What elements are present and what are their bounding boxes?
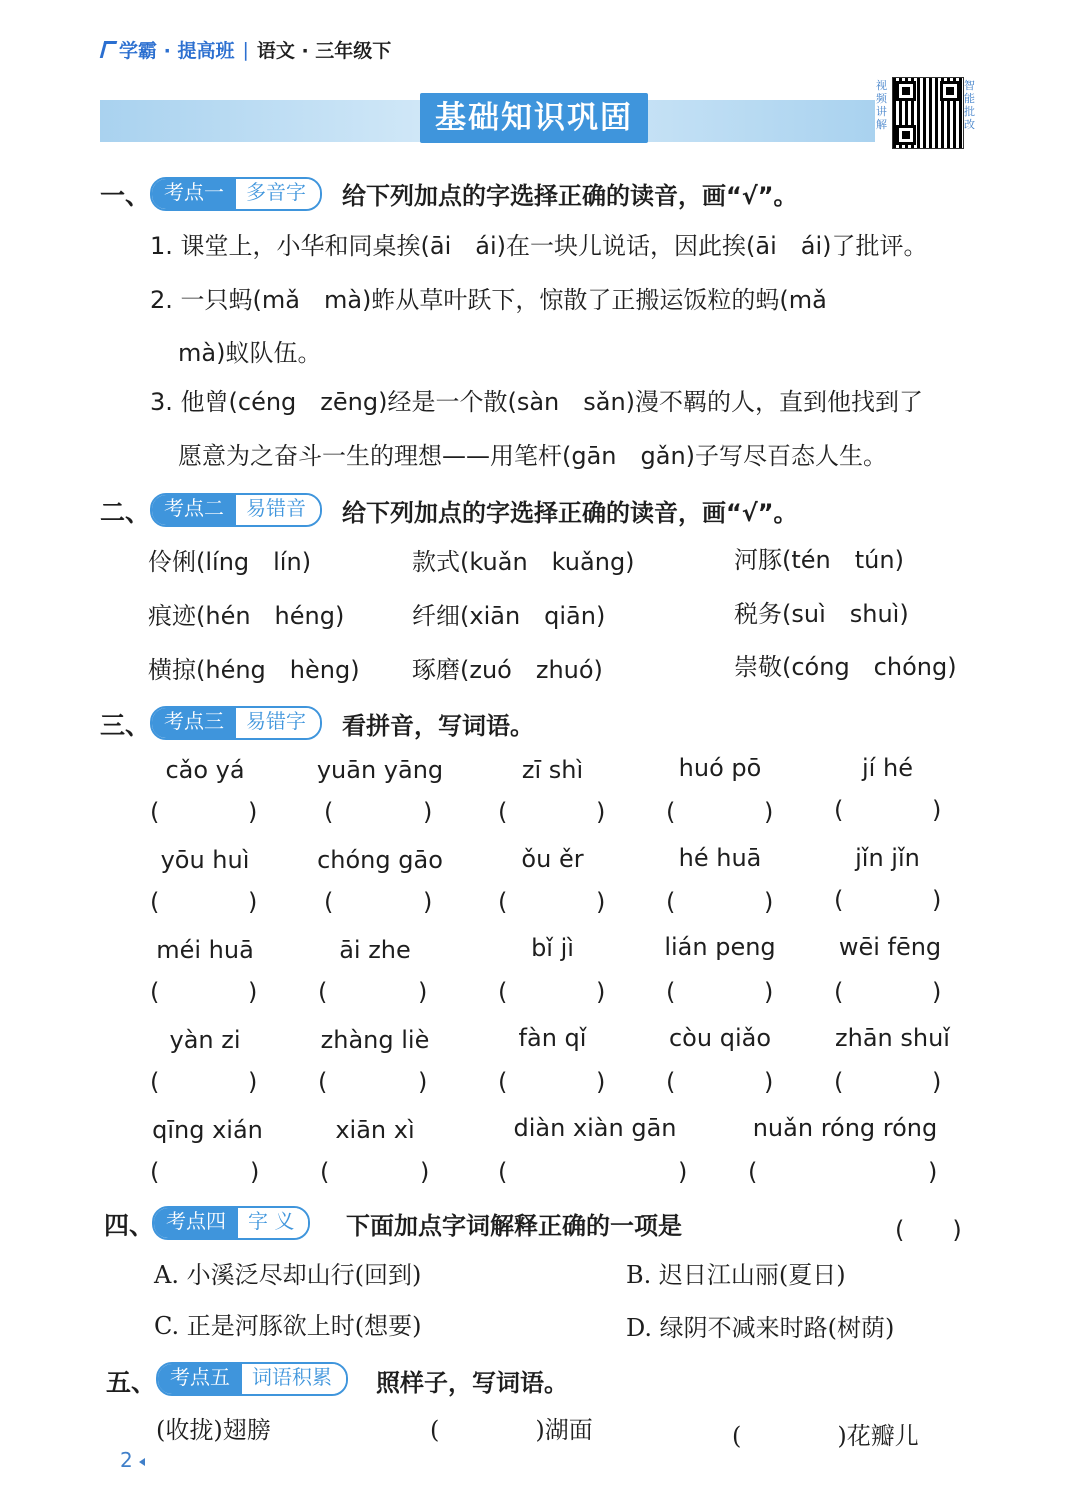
option-c: C. 正是河豚欲上时(想要) <box>154 1312 422 1340</box>
page-title: 基础知识巩固 <box>420 93 648 143</box>
tag-topic: 易错音 <box>236 495 320 525</box>
tag-topic: 易错字 <box>236 708 320 738</box>
answer-paren-close: ) <box>423 798 433 826</box>
pinyin-prompt: fàn qǐ <box>518 1024 587 1052</box>
tag-label: 考点二 <box>152 495 236 525</box>
answer-paren-open: ( <box>666 798 676 826</box>
pronunciation-item: 横掠(héng hèng) <box>148 656 360 684</box>
tag-label: 考点五 <box>158 1364 242 1394</box>
pinyin-prompt: qīng xián <box>152 1116 263 1144</box>
qr-left-label: 视频讲解 <box>876 79 887 131</box>
answer-paren-open: ( <box>748 1158 758 1186</box>
pinyin-prompt: méi huā <box>156 936 254 964</box>
answer-paren-close: ) <box>932 1068 942 1096</box>
tag-topic: 字 义 <box>238 1208 308 1238</box>
section2-instruction: 给下列加点的字选择正确的读音，画“√”。 <box>342 499 798 527</box>
answer-paren-close: ) <box>250 1158 260 1186</box>
answer-paren-close: ) <box>248 798 258 826</box>
pinyin-prompt: yàn zi <box>169 1026 241 1054</box>
answer-paren-open: ( <box>320 1158 330 1186</box>
pronunciation-item: 崇敬(cóng chóng) <box>734 653 957 681</box>
answer-paren-close: ) <box>596 888 606 916</box>
pinyin-prompt: yōu huì <box>160 846 250 874</box>
page-arrow-icon <box>139 1458 145 1466</box>
subject-label: 语文 · 三年级下 <box>256 40 392 62</box>
answer-paren-open: ( <box>150 798 160 826</box>
question-line: mà)蚁队伍。 <box>178 339 322 367</box>
answer-paren-close: ) <box>420 1158 430 1186</box>
answer-paren-open: ( <box>150 1158 160 1186</box>
answer-paren-open: ( <box>498 798 508 826</box>
page-number-value: 2 <box>120 1448 133 1472</box>
pinyin-prompt: zhàng liè <box>320 1026 430 1054</box>
question-line: 2. 一只蚂(mǎ mà)蚱从草叶跃下，惊散了正搬运饭粒的蚂(mǎ <box>150 286 827 314</box>
pronunciation-item: 琢磨(zuó zhuó) <box>412 656 603 684</box>
answer-paren-open: ( <box>834 1068 844 1096</box>
pinyin-prompt: yuān yāng <box>316 756 444 784</box>
answer-paren-open: ( <box>150 888 160 916</box>
answer-paren-close: ) <box>928 1158 938 1186</box>
pinyin-prompt: ǒu ěr <box>521 845 584 873</box>
brand-name: 学霸 · 提高班 <box>119 40 235 62</box>
answer-paren-close: ) <box>596 798 606 826</box>
section5-number: 五、 <box>106 1368 157 1397</box>
answer-paren-close: ) <box>932 978 942 1006</box>
section4-number: 四、 <box>104 1211 155 1240</box>
qr-code-icon[interactable] <box>892 77 964 149</box>
option-d: D. 绿阴不减来时路(树荫) <box>626 1314 895 1342</box>
answer-paren-open: ( <box>666 888 676 916</box>
pinyin-prompt: nuǎn róng róng <box>752 1114 938 1142</box>
tag-topic: 词语积累 <box>242 1364 346 1394</box>
pinyin-prompt: còu qiǎo <box>668 1024 771 1052</box>
answer-paren-open: ( <box>834 796 844 824</box>
answer-paren-open: ( <box>834 978 844 1006</box>
section1-instruction: 给下列加点的字选择正确的读音，画“√”。 <box>342 182 798 210</box>
pinyin-prompt: lián peng <box>664 933 776 961</box>
answer-paren-open: ( <box>498 1158 508 1186</box>
answer-paren-close: ) <box>932 796 942 824</box>
qr-right-label: 智能批改 <box>964 79 975 131</box>
tag-label: 考点四 <box>154 1208 238 1238</box>
qr-finder-icon <box>896 81 916 101</box>
answer-paren-open: ( <box>324 888 334 916</box>
answer-paren[interactable]: ( ) <box>895 1216 962 1244</box>
pinyin-prompt: xiān xì <box>335 1116 415 1144</box>
question-line: 愿意为之奋斗一生的理想——用笔杆(gān gǎn)子写尽百态人生。 <box>178 442 888 470</box>
answer-paren-close: ) <box>596 978 606 1006</box>
answer-paren-open: ( <box>498 1068 508 1096</box>
section3-instruction: 看拼音，写词语。 <box>342 712 534 740</box>
answer-paren-open: ( <box>834 886 844 914</box>
section2-tag <box>150 493 322 527</box>
section1-tag <box>150 177 322 211</box>
pronunciation-item: 款式(kuǎn kuǎng) <box>412 548 635 576</box>
page-number <box>120 1448 145 1472</box>
qr-finder-icon <box>940 81 960 101</box>
answer-paren-open: ( <box>666 1068 676 1096</box>
answer-paren-open: ( <box>150 1068 160 1096</box>
answer-paren-close: ) <box>423 888 433 916</box>
pinyin-prompt: chóng gāo <box>317 846 443 874</box>
pinyin-prompt: huó pō <box>678 754 762 782</box>
tag-topic: 多音字 <box>236 179 320 209</box>
pronunciation-item: 河豚(tén tún) <box>734 546 904 574</box>
qr-block <box>876 77 978 153</box>
answer-paren-open: ( <box>150 978 160 1006</box>
answer-paren-close: ) <box>764 888 774 916</box>
section4-instruction: 下面加点字词解释正确的一项是 <box>346 1212 682 1240</box>
pronunciation-item: 纤细(xiān qiān) <box>412 602 606 630</box>
section2-number: 二、 <box>100 498 151 527</box>
answer-paren-close: ) <box>678 1158 688 1186</box>
pinyin-prompt: hé huā <box>678 844 762 872</box>
answer-paren-close: ) <box>764 978 774 1006</box>
section4-tag <box>152 1206 310 1240</box>
answer-paren-close: ) <box>248 978 258 1006</box>
answer-paren-open: ( <box>666 978 676 1006</box>
blank-phrase[interactable]: ( )花瓣儿 <box>732 1422 919 1450</box>
brand-header <box>102 36 391 63</box>
pinyin-prompt: wēi fēng <box>838 933 942 961</box>
answer-paren-close: ) <box>932 886 942 914</box>
pinyin-prompt: zī shì <box>521 756 584 784</box>
section5-instruction: 照样子，写词语。 <box>376 1369 568 1397</box>
qr-finder-icon <box>896 125 916 145</box>
answer-paren-open: ( <box>498 978 508 1006</box>
pinyin-prompt: diàn xiàn gān <box>513 1114 677 1142</box>
pinyin-prompt: āi zhe <box>339 936 411 964</box>
pinyin-prompt: jí hé <box>862 754 913 782</box>
example-phrase: (收拢)翅膀 <box>156 1416 271 1444</box>
answer-paren-close: ) <box>418 978 428 1006</box>
answer-paren-open: ( <box>324 798 334 826</box>
pinyin-prompt: bǐ jì <box>531 934 574 962</box>
answer-paren-close: ) <box>596 1068 606 1096</box>
answer-paren-close: ) <box>764 1068 774 1096</box>
answer-paren-open: ( <box>498 888 508 916</box>
answer-paren-open: ( <box>318 1068 328 1096</box>
tag-label: 考点三 <box>152 708 236 738</box>
tag-label: 考点一 <box>152 179 236 209</box>
blank-phrase[interactable]: ( )湖面 <box>430 1416 593 1444</box>
pinyin-prompt: cǎo yá <box>165 756 245 784</box>
section5-tag <box>156 1362 348 1396</box>
brand-separator: | <box>242 38 249 61</box>
answer-paren-close: ) <box>764 798 774 826</box>
pinyin-prompt: jǐn jǐn <box>855 844 920 872</box>
answer-paren-close: ) <box>248 1068 258 1096</box>
pronunciation-item: 伶俐(líng lín) <box>148 548 312 576</box>
section3-number: 三、 <box>100 711 151 740</box>
section1-number: 一、 <box>100 181 151 210</box>
answer-paren-close: ) <box>418 1068 428 1096</box>
pinyin-prompt: zhān shuǐ <box>835 1024 950 1052</box>
question-line: 3. 他曾(céng zēng)经是一个散(sàn sǎn)漫不羁的人，直到他找到了 <box>150 388 924 416</box>
answer-paren-close: ) <box>248 888 258 916</box>
pronunciation-item: 痕迹(hén héng) <box>148 602 345 630</box>
question-line: 1. 课堂上，小华和同桌挨(āi ái)在一块儿说话，因此挨(āi ái)了批评。 <box>150 232 928 260</box>
brand-flag-icon <box>100 41 118 58</box>
pronunciation-item: 税务(suì shuì) <box>734 600 909 628</box>
answer-paren-open: ( <box>318 978 328 1006</box>
option-a: A. 小溪泛尽却山行(回到) <box>154 1261 422 1289</box>
option-b: B. 迟日江山丽(夏日) <box>626 1261 846 1289</box>
section3-tag <box>150 706 322 740</box>
